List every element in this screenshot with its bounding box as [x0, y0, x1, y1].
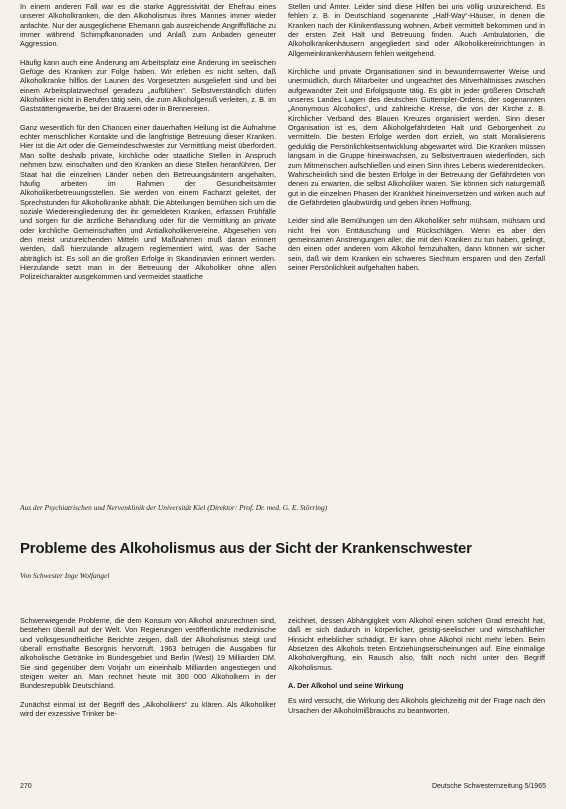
- paragraph: Es wird versucht, die Wirkung des Alkohols gleichzeitig mit der Frage nach den Ursachen der Alkoholmißbrauchs zu beantworten.: [288, 696, 545, 715]
- paragraph: Ganz wesentlich für den Chancen einer dauerhaften Heilung ist die Aufnahme echter menschlicher Kontakte und die langfristige Betreuung dieser Kranken. Hier ist die Art oder die Gemeindeschwester zur Vermittlung meist überfordert. Man sollte deshalb private, kirchliche oder staatliche Stellen in Anspruch nehmen bzw. einschalten und den Kranken an diese Stellen heranführen. Der Staat hat die einzelnen Länder neben den Betreuungsämtern angehalten, häufig arbeiten im Rahmen der Gesundheitsämter Alkoholikerbetreuungsstellen. Sie werden von einem Facharzt geleitet, der Sprechstunden für Alkoholkranke abhält. Die Abteilungen bemühen sich um die soziale Wiedereingliederung der ihr gemeldeten Kranken, erfassen Frühfälle und sorgen für die ärztliche Behandlung oder für die Vermittlung an private oder kirchliche Gemeinschaften und Antialkoholikervereine. Abgesehen von den meist unzureichenden Mitteln und Maßnahmen muß daran erinnert werden, daß hierzulande allzugern reglementiert wird, was der Sache abträglich ist. Es soll an die großen Erfolge in Skandinavien erinnert werden. Hierzulande setzt man in der Betreuung der Alkoholiker ohne allen Polizeicharakter ausgekommen und vermeidet staatliche: [20, 122, 276, 282]
- paragraph: Leider sind alle Bemühungen um den Alkoholiker sehr mühsam, mühsam und nicht frei von Enttäuschung und Rückschlägen. Wenn es aber den gemeinsamen Anstrengungen aller, die mit den Kranken zu tun haben, gelingt, den einen oder anderen vom Alkohol fernzuhalten, dann können wir sicher sein, daß wir dem Kranken ein schweres Siechtum ersparen und den Zerfall seiner Persönlichkeit aufgehalten haben.: [288, 216, 545, 272]
- section-subheading: A. Der Alkohol und seine Wirkung: [288, 681, 404, 691]
- page-number: 270: [20, 783, 32, 790]
- author-line: Von Schwester Inge Wolfangel: [20, 571, 110, 580]
- source-note: Aus der Psychiatrischen und Nervenklinik der Universität Kiel (Direktor: Prof. Dr. med. G. E. Störring): [20, 503, 328, 512]
- article-title: Probleme des Alkoholismus aus der Sicht der Krankenschwester: [20, 540, 472, 557]
- bottom-right-column: [288, 616, 545, 764]
- top-right-column: [288, 2, 545, 485]
- paragraph: Schwerwiegende Probleme, die dem Konsum von Alkohol anzurechnen sind, bestehen überall auf der Welt. Von Regierungen veröffentlichte medizinische und volksgesundheitliche Berichte zeigen, daß der Alkoholismus steigt und überall ernsthafte Besorgnis hervorruft. 1963 betrugen die Ausgaben für alkoholische Getränke im Bundesgebiet und Berlin (West) 19 Milliarden DM. Sie sind gegenüber dem Vorjahr um eineinhalb Milliarden angestiegen und steigen weiter an. Man rechnet heute mit 300 000 Alkoholkern in der Bundesrepublik Deutschland.: [20, 616, 276, 691]
- bottom-left-column: [20, 616, 276, 764]
- paragraph: In einem anderen Fall war es die starke Aggressivität der Ehefrau eines unserer Alkoholkranken, die den Alkoholismus ihres Mannes immer wieder anfachte. Nur der ausgeglichene Ehemann gab ausreichende Angriffsfläche zu immer während Schimpfkanonaden und Anlaß zum Anbaden geneuter Aggression.: [20, 2, 276, 49]
- paragraph: Zunächst einmal ist der Begriff des „Alkoholikers“ zu klären. Als Alkoholiker wird der exzessive Trinker be-: [20, 699, 276, 719]
- journal-footer: Deutsche Schwesternzeitung 5/1965: [431, 783, 546, 790]
- paragraph: Stellen und Ämter. Leider sind diese Hilfen bei uns völlig unzureichend. Es fehlen z. B. in Deutschland sogenannte „Half-Way“-Häuser, in denen die Kranken nach der Klinikentlassung wohnen, Arbeit vermittelt bekommen und in der ersten Zeit Halt und Betreuung finden. Auch Ambulatorien, die Alkoholkrankenhäusern angegliedert sind oder Alkoholikereinrichtungen in Allgemeinkrankenhäusern fehlen weitgehend.: [288, 2, 545, 58]
- top-left-column: [20, 2, 276, 482]
- paragraph: Kirchliche und private Organisationen sind in bewundernswerter Weise und unermüdlich, durch Mitarbeiter und ungeachtet des Mitverhältnisses zwischen aufgewandter Zeit und Erfolgsquote tätig. Es gibt in jeder größeren Ortschaft unseres Landes Lagen des deutschen Guttempler-Ordens, der sogenannten „Anonymous Alcoholics“, und zahlreiche Kreise, die von der Kirche z. B. Kirchlicher Verband des Blauen Kreuzes organisiert werden. Sinn dieser Organisation ist es, dem Alkoholgefährdeten Halt und Geborgenheit zu vermitteln. Die besten Erfolge werden dort erzielt, wo statt Moralisierens geduldig die Persönlichkeitsentwicklung abgewartet wird. Die Kranken müssen langsam in die Gruppe hineinwachsen, zu Selbstvertrauen wiederfinden, sich zum Mitmenschen aufschließen und einen Sinn ihres Lebens wiederentdecken. Wahrscheinlich sind die besten Erfolge in der Betreuung der Gefährdeten von denen zu erwarten, die selbst Alkoholiker waren. Sie können sich naturgemäß gut in die einzelnen Phasen der Krankheit hineinversetzen und wirken auch auf die Gefährdeten glaubwürdig und geben ihnen Hoffnung.: [288, 67, 545, 207]
- paragraph: zeichnet, dessen Abhängigkeit vom Alkohol einen solchen Grad erreicht hat, daß er sich dadurch in körperlicher, geistig-seelischer und wirtschaftlicher Hinsicht erheblicher schädigt. Er kann ohne Alkohol nicht mehr leben. Beim Absetzen des Alkohols treten Entziehungserscheinungen auf. Eine einmalige Alkoholvergiftung, ein Rausch also, fällt noch nicht unter den Begriff Alkoholismus.: [288, 616, 545, 672]
- paragraph: Häufig kann auch eine Änderung am Arbeitsplatz eine Änderung im seelischen Gefüge des Kranken zur Folge haben. Wir erleben es nicht selten, daß Alkoholkranke hilflos der Launen des Vorgesetzten ausgeliefert sind und bei einem Arbeitsplatzwechsel geradezu „aufblühen“. Selbstverständlich dürfen Alkoholiker nicht in Berufen tätig sein, die zum Alkoholgenuß verleiten, z. B. im Gaststättengewerbe, bei der Brauerei oder in Brennereien.: [20, 57, 276, 114]
